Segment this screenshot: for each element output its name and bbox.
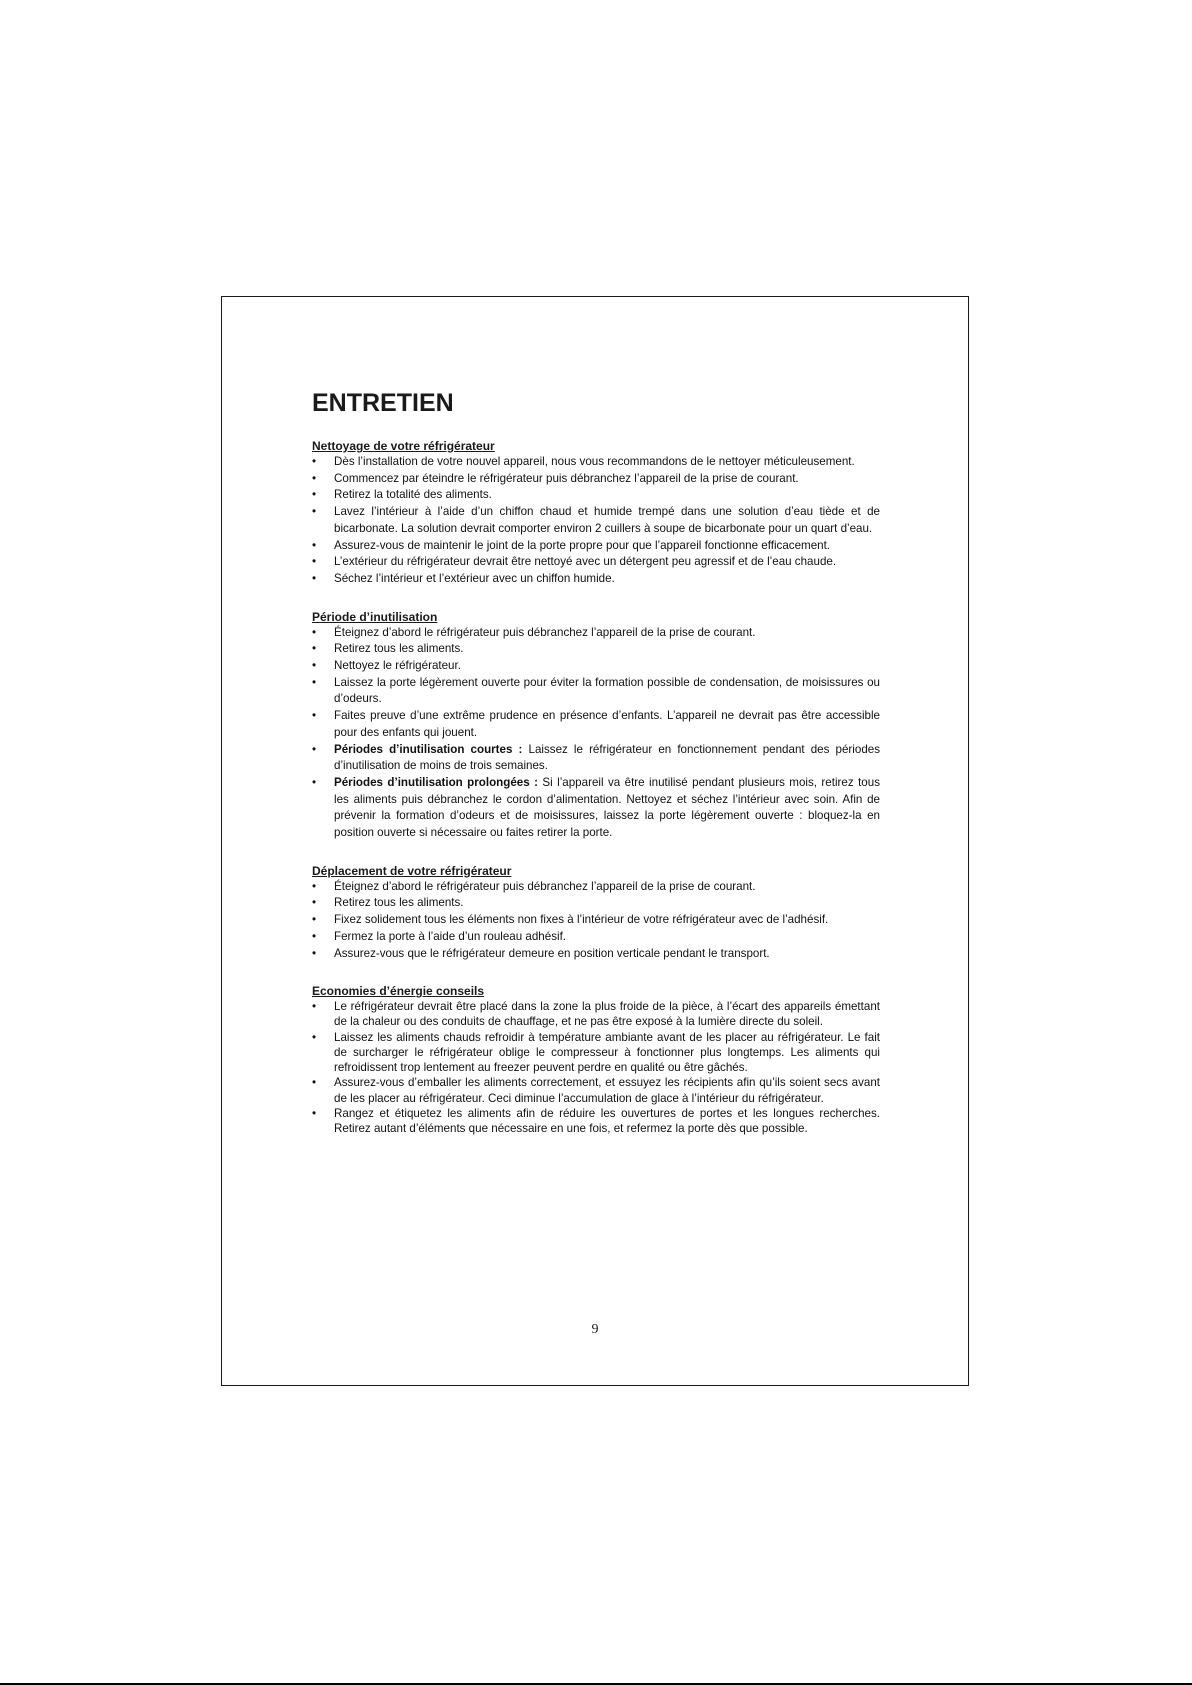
bullet-icon: • xyxy=(312,879,317,893)
bullet-icon: • xyxy=(312,488,317,502)
list-item-text: Éteignez d’abord le réfrigérateur puis débranchez l’appareil de la prise de courant. xyxy=(334,879,756,893)
bullet-icon: • xyxy=(312,471,317,485)
list-item-text: Assurez-vous de maintenir le joint de la porte propre pour que l’appareil fonctionne efficacement. xyxy=(334,538,831,552)
list-item-text: Si l’appareil va être inutilisé pendant plusieurs mois, retirez tous les aliments puis débranchez le cordon d’alimentation. Nettoyez et séchez l’intérieur avec soin. Afin de prévenir la formation d’odeurs et de moisissures, laissez la porte légèrement ouverte : bloquez-la en position ouverte si nécessaire ou faites retirer la porte. xyxy=(334,775,880,840)
list-item-text: Retirez tous les aliments. xyxy=(334,896,464,910)
list-item xyxy=(312,742,880,775)
bullet-icon: • xyxy=(312,571,317,585)
list-item-lead: Périodes d’inutilisation courtes : xyxy=(334,742,523,756)
list-item-text: Laissez la porte légèrement ouverte pour éviter la formation possible de condensation, de moisissures ou d’odeurs. xyxy=(334,675,880,706)
list-item xyxy=(312,675,880,708)
list-item xyxy=(312,1030,880,1076)
list-item xyxy=(312,504,880,537)
section-deplacement xyxy=(312,863,880,963)
section-heading: Période d’inutilisation xyxy=(312,609,438,624)
list-item xyxy=(312,912,880,929)
bullet-icon: • xyxy=(312,896,317,910)
section-heading: Nettoyage de votre réfrigérateur xyxy=(312,439,495,453)
list-item xyxy=(312,775,880,842)
page-number: 9 xyxy=(591,1322,599,1337)
list-item xyxy=(312,929,880,946)
bullet-icon: • xyxy=(312,555,317,569)
list-item xyxy=(312,999,880,1029)
list-item-text: Éteignez d’abord le réfrigérateur puis débranchez l’appareil de la prise de courant. xyxy=(334,625,756,639)
list-item xyxy=(312,454,880,471)
section-heading: Economies d’énergie conseils xyxy=(312,984,485,999)
list-item xyxy=(312,641,880,658)
list-item xyxy=(312,471,880,488)
bullet-icon: • xyxy=(312,946,317,960)
bullet-icon: • xyxy=(312,625,317,639)
list-item xyxy=(312,1106,880,1136)
bullet-icon: • xyxy=(312,659,317,673)
bullet-icon: • xyxy=(312,1030,317,1044)
bullet-icon: • xyxy=(312,1106,317,1120)
bullet-list xyxy=(312,625,880,842)
list-item-text: Faites preuve d’une extrême prudence en présence d’enfants. L’appareil ne devrait pas être accessible pour des enfants qui jouent. xyxy=(334,709,880,739)
bullet-icon: • xyxy=(312,775,317,789)
list-item-text: Laissez les aliments chauds refroidir à température ambiante avant de les placer au réfrigérateur. Le fait de surcharger le réfrigérateur oblige le compresseur à fonctionner plus longtemps. Les aliments qui refroidissent trop lentement au freezer peuvent perdre en qualité ou être gâchés. xyxy=(334,1030,880,1075)
list-item xyxy=(312,571,880,588)
list-item xyxy=(312,538,880,555)
list-item xyxy=(312,946,880,963)
list-item-text: Nettoyez le réfrigérateur. xyxy=(334,659,461,673)
list-item-text: Assurez-vous d’emballer les aliments correctement, et essuyez les récipients afin qu’ils soient secs avant de les placer au réfrigérateur. Ceci diminue l’accumulation de glace à l’intérieur du réfrigérateur. xyxy=(334,1076,880,1105)
list-item-text: Laissez le réfrigérateur en fonctionnement pendant des périodes d’inutilisation de moins de trois semaines. xyxy=(334,742,881,773)
list-item-text: Fermez la porte à l’aide d’un rouleau adhésif. xyxy=(334,929,567,943)
bullet-icon: • xyxy=(312,1076,317,1090)
list-item-text: Fixez solidement tous les éléments non fixes à l’intérieur de votre réfrigérateur avec de l’adhésif. xyxy=(334,913,829,927)
list-item-text: Retirez tous les aliments. xyxy=(334,642,464,656)
bullet-icon: • xyxy=(312,709,317,723)
section-heading: Déplacement de votre réfrigérateur xyxy=(312,863,512,878)
bullet-icon: • xyxy=(312,538,317,552)
bullet-icon: • xyxy=(312,455,317,468)
list-item-lead: Périodes d’inutilisation prolongées : xyxy=(334,775,538,789)
bullet-list xyxy=(312,454,880,588)
bullet-list xyxy=(312,999,880,1136)
page-title: ENTRETIEN xyxy=(312,389,454,417)
list-item xyxy=(312,487,880,504)
list-item-text: Lavez l’intérieur à l’aide d’un chiffon chaud et humide trempé dans une solution d’eau tiède et de bicarbonate. La solution devrait comporter environ 2 cuillers à soupe de bicarbonate pour un quart d’eau. xyxy=(334,505,880,535)
section-periode-inutilisation xyxy=(312,609,880,842)
list-item xyxy=(312,1075,880,1105)
list-item-text: Le réfrigérateur devrait être placé dans la zone la plus froide de la pièce, à l’écart des appareils émettant de la chaleur ou des conduits de chauffage, et ne pas être exposé à la lumière directe du soleil. xyxy=(334,1000,880,1029)
list-item xyxy=(312,658,880,675)
section-economies-energie xyxy=(312,983,880,1136)
bullet-icon: • xyxy=(312,742,317,756)
bullet-list xyxy=(312,879,880,963)
bullet-icon: • xyxy=(312,929,317,943)
list-item-text: Rangez et étiquetez les aliments afin de réduire les ouvertures de portes et les longues recherches. Retirez autant d’éléments que nécessaire en une fois, et refermez la porte dès que possible. xyxy=(334,1106,880,1135)
list-item xyxy=(312,708,880,741)
list-item xyxy=(312,625,880,642)
page-frame xyxy=(221,296,969,1386)
list-item-text: Commencez par éteindre le réfrigérateur puis débranchez l’appareil de la prise de courant. xyxy=(334,471,799,485)
list-item xyxy=(312,879,880,896)
list-item-text: Assurez-vous que le réfrigérateur demeure en position verticale pendant le transport. xyxy=(334,946,770,960)
bullet-icon: • xyxy=(312,913,317,927)
page-content xyxy=(312,389,880,1157)
list-item xyxy=(312,554,880,571)
bullet-icon: • xyxy=(312,675,317,689)
list-item-text: Retirez la totalité des aliments. xyxy=(334,488,492,502)
list-item-text: Séchez l’intérieur et l’extérieur avec un chiffon humide. xyxy=(334,571,615,585)
section-nettoyage xyxy=(312,438,880,588)
list-item-text: L’extérieur du réfrigérateur devrait être nettoyé avec un détergent peu agressif et de l’eau chaude. xyxy=(334,555,837,569)
list-item-text: Dès l’installation de votre nouvel appareil, nous vous recommandons de le nettoyer méticuleusement. xyxy=(334,455,855,468)
list-item xyxy=(312,895,880,912)
bullet-icon: • xyxy=(312,505,317,519)
bullet-icon: • xyxy=(312,1000,317,1014)
bullet-icon: • xyxy=(312,642,317,656)
